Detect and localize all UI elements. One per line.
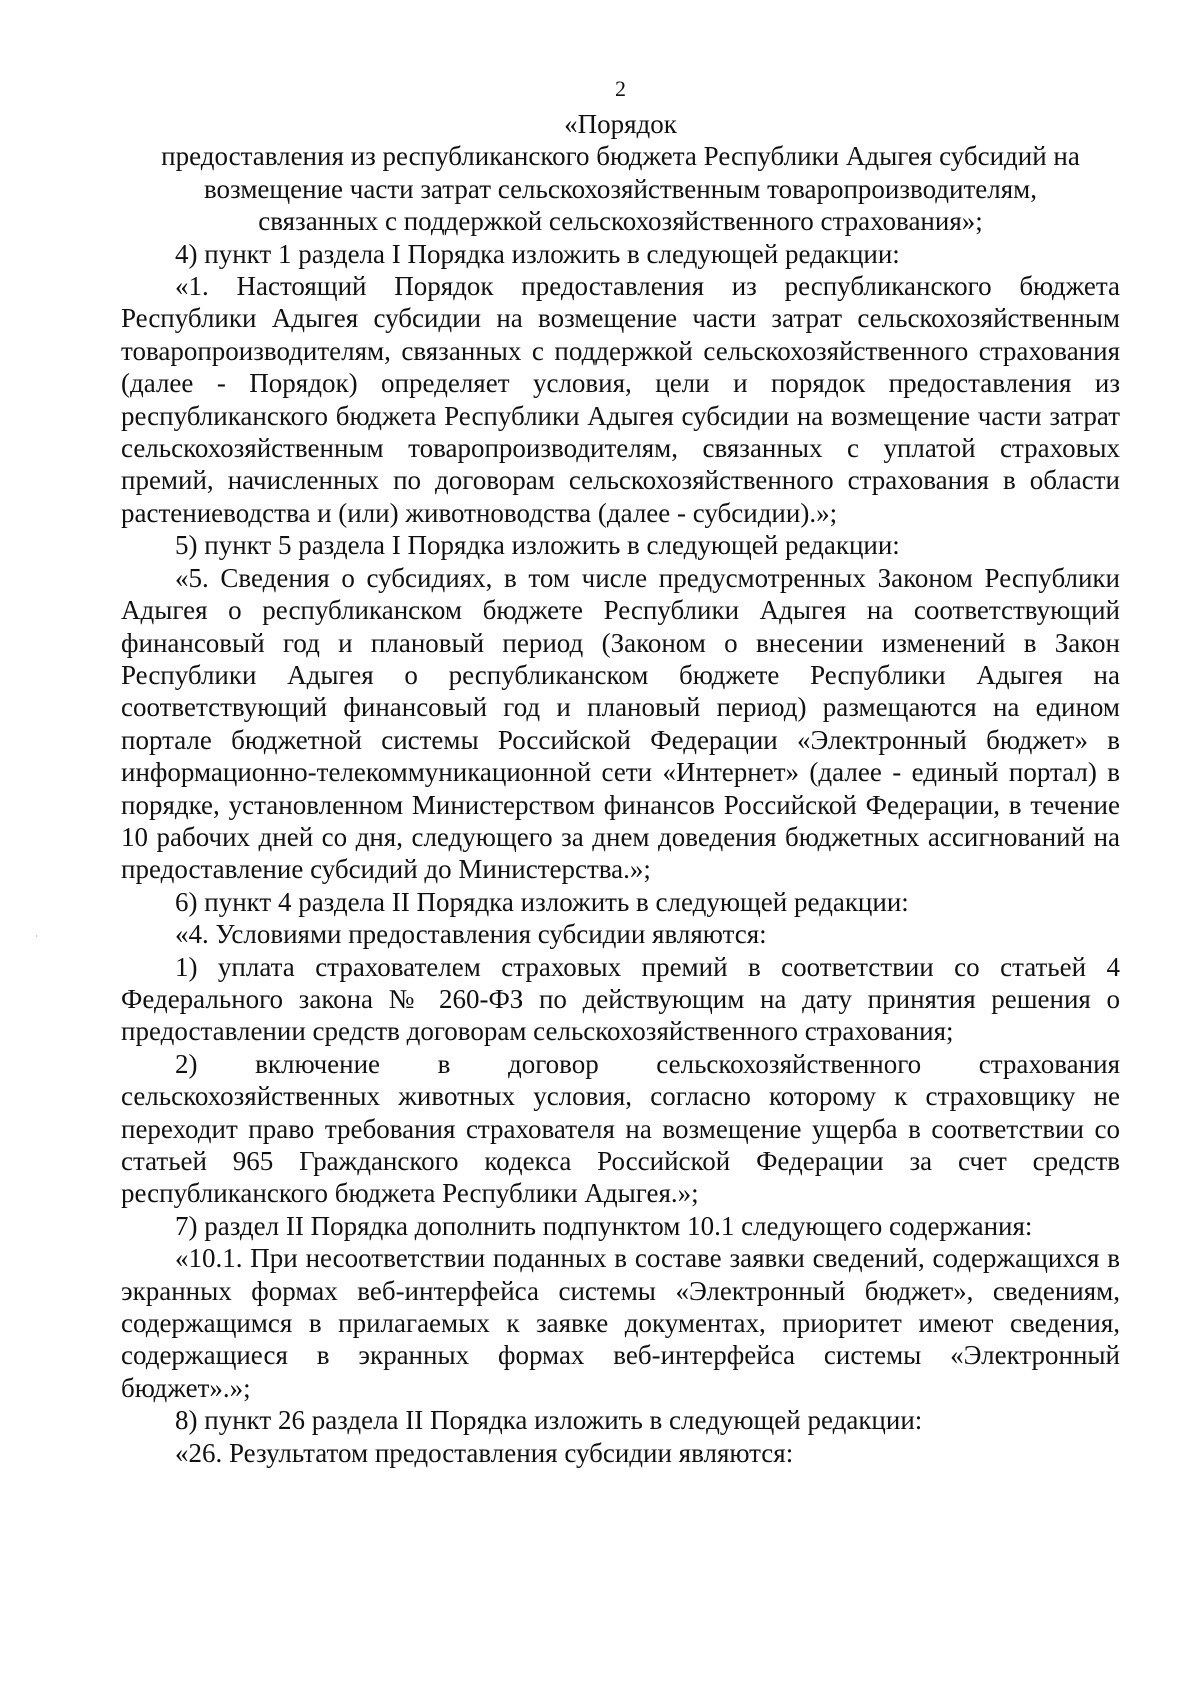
- paragraph-clause-1: «1. Настоящий Порядок предоставления из республиканского бюджета Республики Адыгея субсидии на возмещение части затрат сельскохозяйственным товаропроизводителям, связанных с поддержкой сельскохозяйственного страхования (далее - Порядок) определяет условия, цели и порядок предоставления из республиканского бюджета Республики Адыгея субсидии на возмещение части затрат сельскохозяйственным товаропроизводителям, связанных с уплатой страховых премий, начисленных по договорам сельскохозяйственного страхования в области растениеводства и (или) животноводства (далее - субсидии).»;: [121, 271, 1120, 528]
- paragraph-clause-5: «5. Сведения о субсидиях, в том числе предусмотренных Законом Республики Адыгея о республиканском бюджете Республики Адыгея на соответствующий финансовый год и плановый период (Законом о внесении изменений в Закон Республики Адыгея о республиканском бюджете Республики Адыгея на соответствующий финансовый год и плановый период) размещаются на едином портале бюджетной системы Российской Федерации «Электронный бюджет» в информационно-телекоммуникационной сети «Интернет» (далее - единый портал) в порядке, установленном Министерством финансов Российской Федерации, в течение 10 рабочих дней со дня, следующего за днем доведения бюджетных ассигнований на предоставление субсидий до Министерства.»;: [121, 562, 1120, 885]
- document-title: [121, 108, 1120, 238]
- paragraph-clause-4: «4. Условиями предоставления субсидии являются:: [175, 919, 767, 950]
- paragraph-item-5: 5) пункт 5 раздела I Порядка изложить в следующей редакции:: [175, 530, 900, 561]
- title-line-4: связанных с поддержкой сельскохозяйственного страхования»;: [258, 206, 983, 237]
- paragraph-clause-26: «26. Результатом предоставления субсидии являются:: [175, 1437, 794, 1468]
- scan-mark: [36, 935, 37, 937]
- paragraph-subclause-2: 2) включение в договор сельскохозяйственного страхования сельскохозяйственных животных условия, согласно которому к страховщику не переходит право требования страхователя на возмещение ущерба в соответствии со статьей 965 Гражданского кодекса Российской Федерации за счет средств республиканского бюджета Республики Адыгея.»;: [121, 1048, 1120, 1209]
- paragraph-item-8: 8) пункт 26 раздела II Порядка изложить в следующей редакции:: [175, 1405, 923, 1436]
- title-line-1: «Порядок: [564, 109, 677, 139]
- title-line-2: предоставления из республиканского бюджета Республики Адыгея субсидий на: [161, 141, 1080, 172]
- document-page: [121, 74, 1120, 1469]
- paragraph-item-4: 4) пункт 1 раздела I Порядка изложить в следующей редакции:: [175, 238, 900, 269]
- title-line-3: возмещение части затрат сельскохозяйственным товаропроизводителям,: [203, 173, 1038, 204]
- paragraph-clause-10-1: «10.1. При несоответствии поданных в составе заявки сведений, содержащихся в экранных формах веб-интерфейса системы «Электронный бюджет», сведениям, содержащимся в прилагаемых к заявке документах, приоритет имеют сведения, содержащиеся в экранных формах веб-интерфейса системы «Электронный бюджет».»;: [121, 1243, 1120, 1403]
- paragraph-item-6: 6) пункт 4 раздела II Порядка изложить в следующей редакции:: [175, 886, 909, 917]
- page-number: 2: [615, 76, 626, 101]
- paragraph-subclause-1: 1) уплата страхователем страховых премий в соответствии со статьей 4 Федерального закона № 260-ФЗ по действующим на дату принятия решения о предоставлении средств договорам сельскохозяйственного страхования;: [121, 951, 1120, 1047]
- paragraph-item-7: 7) раздел II Порядка дополнить подпунктом 10.1 следующего содержания:: [175, 1210, 1033, 1241]
